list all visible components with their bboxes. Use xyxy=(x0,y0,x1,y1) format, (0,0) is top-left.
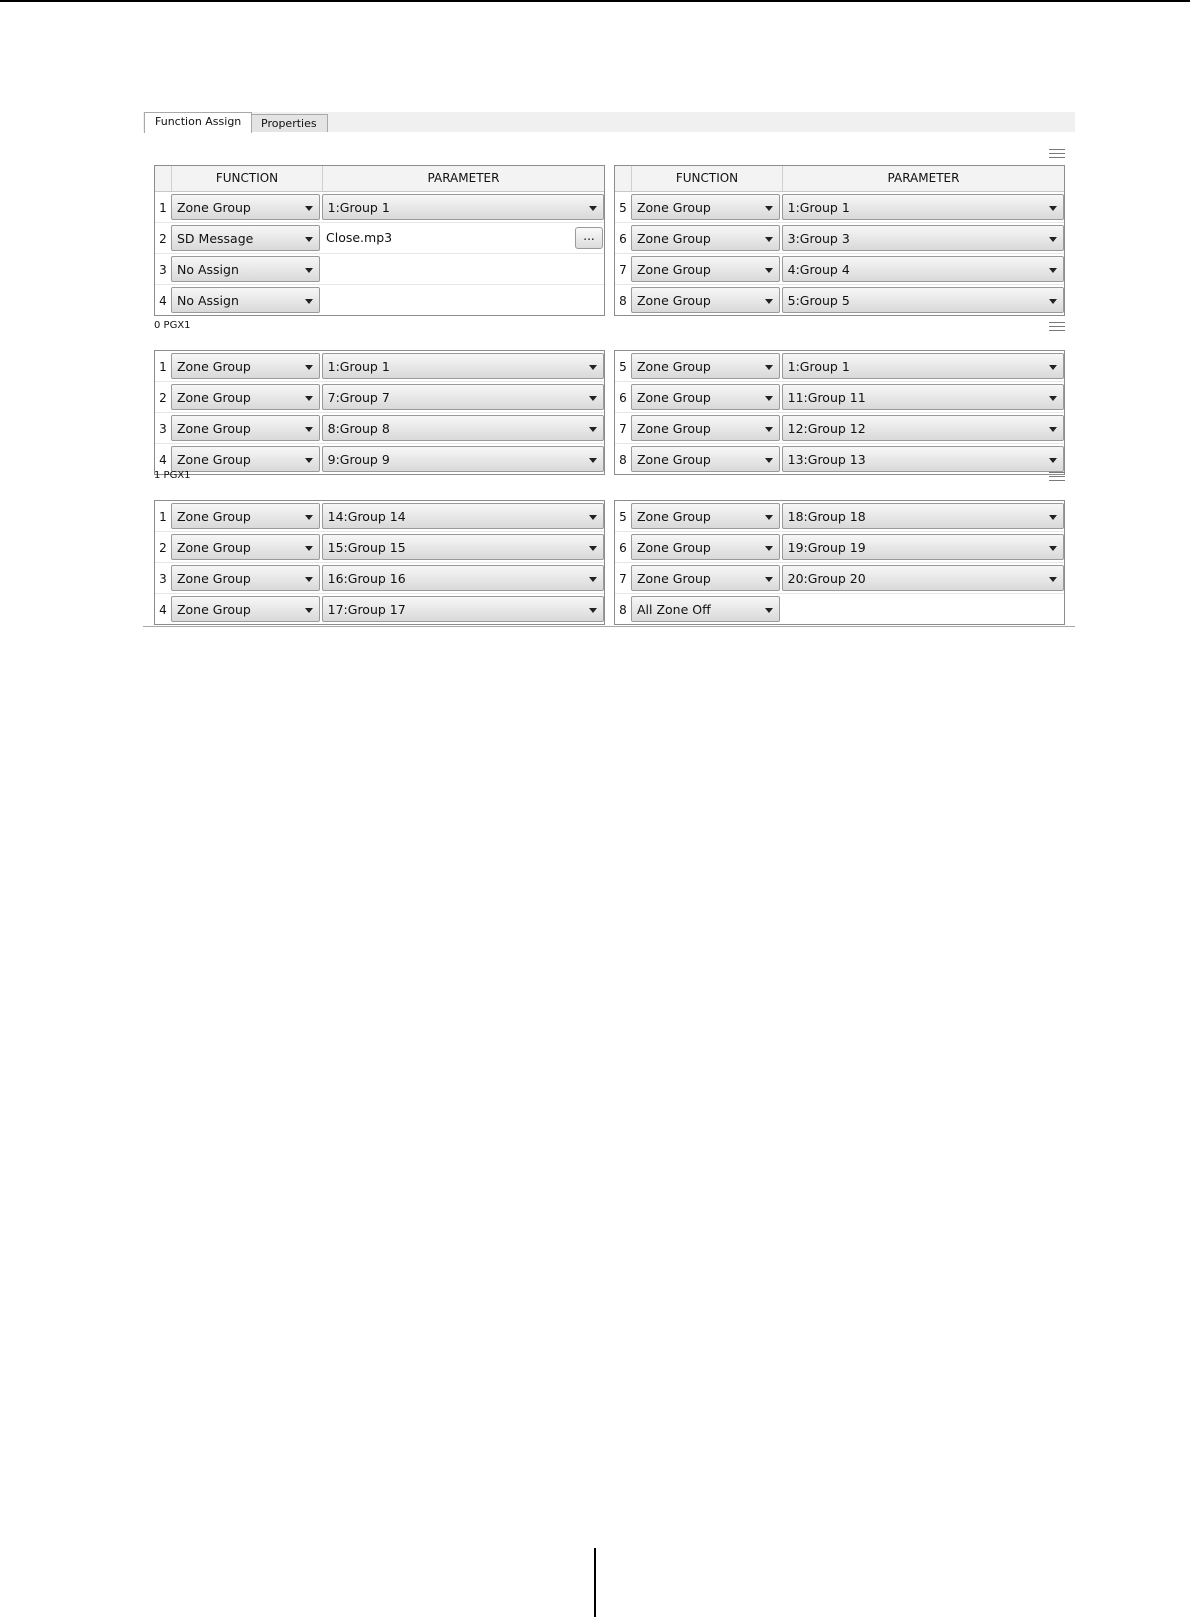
parameter-dropdown[interactable] xyxy=(322,565,604,591)
table-header xyxy=(615,166,1064,192)
table-row xyxy=(155,593,604,624)
row-number: 5 xyxy=(619,510,627,524)
table-row xyxy=(615,593,1064,624)
function-value: Zone Group xyxy=(636,231,711,246)
parameter-dropdown[interactable] xyxy=(322,384,604,410)
function-value: Zone Group xyxy=(176,421,251,436)
dropdown-arrow-icon xyxy=(1049,237,1057,242)
table-row xyxy=(155,284,604,315)
table-row xyxy=(615,501,1064,531)
dropdown-arrow-icon xyxy=(765,427,773,432)
dropdown-arrow-icon xyxy=(589,396,597,401)
row-number: 3 xyxy=(159,422,167,436)
table-row xyxy=(615,222,1064,253)
function-value: Zone Group xyxy=(636,200,711,215)
dropdown-arrow-icon xyxy=(589,546,597,551)
function-dropdown[interactable] xyxy=(171,225,320,251)
parameter-value: 20:Group 20 xyxy=(787,571,866,586)
table-row xyxy=(155,253,604,284)
function-dropdown[interactable] xyxy=(631,565,780,591)
dropdown-arrow-icon xyxy=(1049,458,1057,463)
dropdown-arrow-icon xyxy=(1049,206,1057,211)
section-label: 0 PGX1 xyxy=(154,320,191,331)
dropdown-arrow-icon xyxy=(1049,365,1057,370)
function-dropdown[interactable] xyxy=(171,446,320,472)
dropdown-arrow-icon xyxy=(1049,396,1057,401)
parameter-dropdown[interactable] xyxy=(322,353,604,379)
parameter-dropdown[interactable] xyxy=(782,256,1064,282)
function-dropdown[interactable] xyxy=(171,353,320,379)
parameter-value: 1:Group 1 xyxy=(787,359,850,374)
parameter-column-header: PARAMETER xyxy=(427,171,500,185)
assign-table-left xyxy=(154,500,605,625)
dropdown-arrow-icon xyxy=(765,515,773,520)
function-dropdown[interactable] xyxy=(631,194,780,220)
function-dropdown[interactable] xyxy=(631,534,780,560)
dropdown-arrow-icon xyxy=(305,546,313,551)
parameter-column-header: PARAMETER xyxy=(887,171,960,185)
parameter-dropdown[interactable] xyxy=(782,384,1064,410)
function-column-header: FUNCTION xyxy=(172,166,323,191)
function-value: No Assign xyxy=(177,293,239,308)
table-row xyxy=(615,284,1064,315)
function-dropdown[interactable] xyxy=(171,415,320,441)
dropdown-arrow-icon xyxy=(589,577,597,582)
assign-table-left xyxy=(154,165,605,316)
function-value: No Assign xyxy=(177,262,239,277)
tab-function-assign[interactable]: Function Assign xyxy=(144,112,252,133)
row-number: 1 xyxy=(159,201,167,215)
parameter-dropdown[interactable] xyxy=(782,194,1064,220)
dropdown-arrow-icon xyxy=(589,458,597,463)
row-number: 2 xyxy=(159,232,167,246)
function-value: SD Message xyxy=(177,231,254,246)
dropdown-arrow-icon xyxy=(589,427,597,432)
table-row xyxy=(615,351,1064,381)
assign-table-right xyxy=(614,500,1065,625)
tab-properties[interactable]: Properties xyxy=(250,114,328,132)
parameter-value: 1:Group 1 xyxy=(787,200,850,215)
assign-section xyxy=(154,470,1065,624)
function-dropdown[interactable] xyxy=(631,503,780,529)
function-value: All Zone Off xyxy=(637,602,711,617)
dropdown-arrow-icon xyxy=(1049,268,1057,273)
dropdown-arrow-icon xyxy=(589,608,597,613)
row-number: 1 xyxy=(159,360,167,374)
row-number: 6 xyxy=(619,391,627,405)
function-value: Zone Group xyxy=(636,262,711,277)
parameter-dropdown[interactable] xyxy=(782,503,1064,529)
table-row xyxy=(615,412,1064,443)
row-number: 3 xyxy=(159,263,167,277)
dropdown-arrow-icon xyxy=(1049,577,1057,582)
function-dropdown[interactable] xyxy=(171,534,320,560)
row-number: 7 xyxy=(619,422,627,436)
row-number: 2 xyxy=(159,541,167,555)
function-dropdown[interactable] xyxy=(631,287,780,313)
function-value: Zone Group xyxy=(176,509,251,524)
dropdown-arrow-icon xyxy=(305,396,313,401)
parameter-dropdown[interactable] xyxy=(782,353,1064,379)
parameter-value: 15:Group 15 xyxy=(327,540,406,555)
row-number: 4 xyxy=(159,453,167,467)
dropdown-arrow-icon xyxy=(305,608,313,613)
parameter-value: 5:Group 5 xyxy=(787,293,850,308)
function-value: Zone Group xyxy=(636,293,711,308)
table-header xyxy=(155,166,604,192)
dropdown-arrow-icon xyxy=(589,206,597,211)
row-number-header xyxy=(155,166,172,191)
function-value: Zone Group xyxy=(176,200,251,215)
dropdown-arrow-icon xyxy=(765,458,773,463)
page-top-rule xyxy=(0,0,1190,2)
function-column-header: FUNCTION xyxy=(632,166,783,191)
parameter-dropdown[interactable] xyxy=(782,565,1064,591)
table-row xyxy=(155,562,604,593)
dropdown-arrow-icon xyxy=(305,458,313,463)
row-number: 7 xyxy=(619,572,627,586)
assign-table-right xyxy=(614,350,1065,475)
parameter-dropdown[interactable] xyxy=(782,225,1064,251)
parameter-value: 14:Group 14 xyxy=(327,509,406,524)
function-value: Zone Group xyxy=(176,359,251,374)
dropdown-arrow-icon xyxy=(765,237,773,242)
function-value: Zone Group xyxy=(636,509,711,524)
dropdown-arrow-icon xyxy=(305,299,313,304)
browse-button[interactable]: ... xyxy=(575,227,603,249)
parameter-value: 18:Group 18 xyxy=(787,509,866,524)
function-dropdown[interactable] xyxy=(631,446,780,472)
function-value: Zone Group xyxy=(636,359,711,374)
parameter-value: 12:Group 12 xyxy=(787,421,866,436)
row-number-header xyxy=(615,166,632,191)
parameter-value: 13:Group 13 xyxy=(787,452,866,467)
menu-icon[interactable] xyxy=(1049,472,1065,482)
function-value: Zone Group xyxy=(176,571,251,586)
dropdown-arrow-icon xyxy=(305,515,313,520)
function-dropdown[interactable] xyxy=(631,415,780,441)
dropdown-arrow-icon xyxy=(305,427,313,432)
function-dropdown[interactable] xyxy=(171,503,320,529)
parameter-value: 1:Group 1 xyxy=(327,200,390,215)
dropdown-arrow-icon xyxy=(305,206,313,211)
assign-table-right xyxy=(614,165,1065,316)
row-number: 3 xyxy=(159,572,167,586)
parameter-dropdown[interactable] xyxy=(782,415,1064,441)
function-dropdown[interactable] xyxy=(171,596,320,622)
row-number: 6 xyxy=(619,541,627,555)
parameter-dropdown[interactable] xyxy=(322,194,604,220)
function-dropdown[interactable] xyxy=(171,287,320,313)
parameter-dropdown[interactable] xyxy=(322,503,604,529)
dropdown-arrow-icon xyxy=(305,365,313,370)
parameter-dropdown[interactable] xyxy=(322,534,604,560)
function-dropdown[interactable] xyxy=(631,225,780,251)
dropdown-arrow-icon xyxy=(765,577,773,582)
parameter-value: 9:Group 9 xyxy=(327,452,390,467)
table-row xyxy=(155,412,604,443)
table-row xyxy=(155,222,604,253)
function-assign-window xyxy=(143,112,1075,627)
function-value: Zone Group xyxy=(176,452,251,467)
function-dropdown[interactable] xyxy=(631,384,780,410)
row-number: 1 xyxy=(159,510,167,524)
menu-icon[interactable] xyxy=(1049,322,1065,332)
dropdown-arrow-icon xyxy=(589,365,597,370)
function-value: Zone Group xyxy=(636,571,711,586)
parameter-dropdown[interactable] xyxy=(782,534,1064,560)
table-row xyxy=(155,351,604,381)
parameter-value: 4:Group 4 xyxy=(787,262,850,277)
parameter-dropdown[interactable] xyxy=(322,415,604,441)
table-row xyxy=(615,381,1064,412)
parameter-value: 1:Group 1 xyxy=(327,359,390,374)
function-dropdown[interactable] xyxy=(171,194,320,220)
function-dropdown[interactable] xyxy=(171,565,320,591)
function-value: Zone Group xyxy=(176,390,251,405)
row-number: 5 xyxy=(619,360,627,374)
menu-icon[interactable] xyxy=(1049,149,1065,159)
dropdown-arrow-icon xyxy=(1049,299,1057,304)
function-value: Zone Group xyxy=(176,540,251,555)
row-number: 6 xyxy=(619,232,627,246)
row-number: 8 xyxy=(619,453,627,467)
dropdown-arrow-icon xyxy=(765,206,773,211)
row-number: 4 xyxy=(159,294,167,308)
dropdown-arrow-icon xyxy=(305,237,313,242)
parameter-value: 17:Group 17 xyxy=(327,602,406,617)
parameter-dropdown[interactable] xyxy=(322,446,604,472)
table-row xyxy=(155,531,604,562)
function-value: Zone Group xyxy=(636,421,711,436)
row-number: 5 xyxy=(619,201,627,215)
section-label: 1 PGX1 xyxy=(154,470,191,481)
assign-table-left xyxy=(154,350,605,475)
table-row xyxy=(155,192,604,222)
parameter-value: 7:Group 7 xyxy=(327,390,390,405)
function-dropdown[interactable] xyxy=(631,353,780,379)
assign-section xyxy=(154,147,1065,315)
table-row xyxy=(615,531,1064,562)
dropdown-arrow-icon xyxy=(1049,546,1057,551)
function-value: Zone Group xyxy=(636,540,711,555)
tab-bar xyxy=(143,112,1075,133)
function-dropdown[interactable] xyxy=(631,256,780,282)
dropdown-arrow-icon xyxy=(589,515,597,520)
row-number: 7 xyxy=(619,263,627,277)
function-dropdown[interactable] xyxy=(171,256,320,282)
parameter-value: 3:Group 3 xyxy=(787,231,850,246)
parameter-value: 11:Group 11 xyxy=(787,390,866,405)
table-row xyxy=(615,192,1064,222)
function-dropdown[interactable] xyxy=(171,384,320,410)
table-row xyxy=(615,562,1064,593)
parameter-value: 8:Group 8 xyxy=(327,421,390,436)
parameter-dropdown[interactable] xyxy=(322,596,604,622)
row-number: 8 xyxy=(619,603,627,617)
dropdown-arrow-icon xyxy=(765,546,773,551)
row-number: 4 xyxy=(159,603,167,617)
dropdown-arrow-icon xyxy=(305,577,313,582)
function-value: Zone Group xyxy=(636,390,711,405)
dropdown-arrow-icon xyxy=(1049,427,1057,432)
parameter-value: 16:Group 16 xyxy=(327,571,406,586)
table-row xyxy=(615,253,1064,284)
parameter-dropdown[interactable] xyxy=(782,287,1064,313)
row-number: 8 xyxy=(619,294,627,308)
function-value: Zone Group xyxy=(636,452,711,467)
file-name-field[interactable]: Close.mp3 xyxy=(326,230,393,245)
function-dropdown[interactable] xyxy=(631,596,780,622)
row-number: 2 xyxy=(159,391,167,405)
dropdown-arrow-icon xyxy=(765,299,773,304)
parameter-value: 19:Group 19 xyxy=(787,540,866,555)
table-row xyxy=(155,501,604,531)
assign-section xyxy=(154,320,1065,474)
parameter-dropdown[interactable] xyxy=(782,446,1064,472)
dropdown-arrow-icon xyxy=(305,268,313,273)
dropdown-arrow-icon xyxy=(765,268,773,273)
dropdown-arrow-icon xyxy=(765,396,773,401)
function-value: Zone Group xyxy=(176,602,251,617)
dropdown-arrow-icon xyxy=(1049,515,1057,520)
table-row xyxy=(155,381,604,412)
dropdown-arrow-icon xyxy=(765,365,773,370)
function-assign-panel xyxy=(143,132,1075,627)
page-footer-rule xyxy=(594,1548,596,1617)
dropdown-arrow-icon xyxy=(765,608,773,613)
